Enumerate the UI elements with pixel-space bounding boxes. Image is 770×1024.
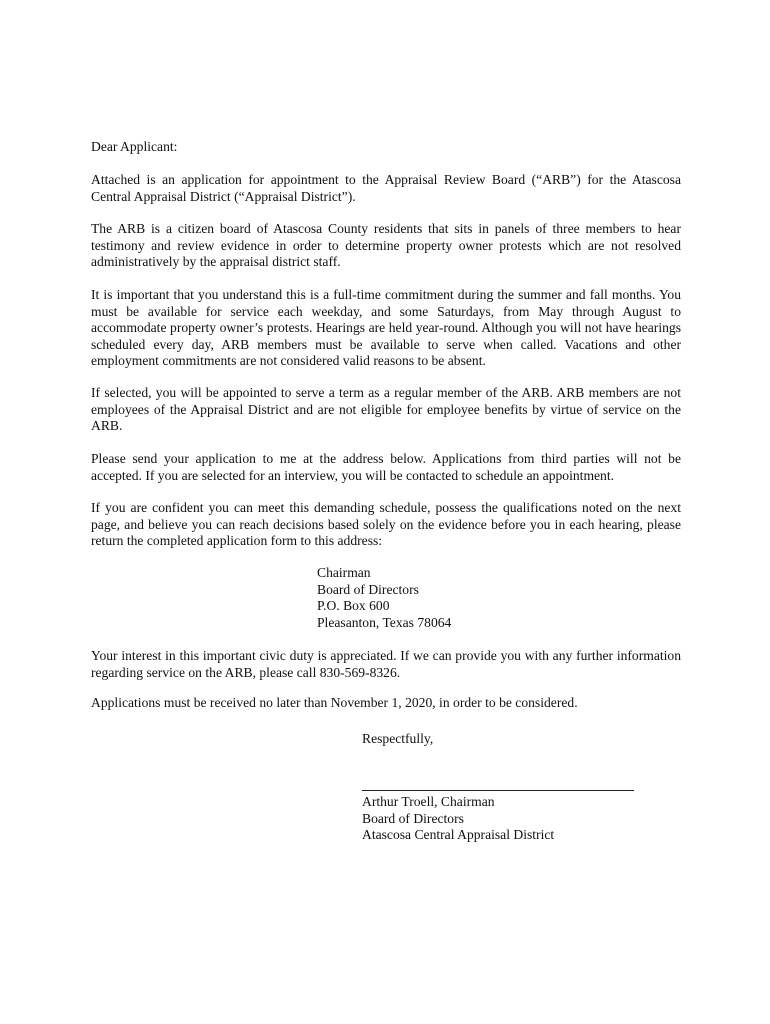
signer-org: Board of Directors <box>362 810 464 826</box>
paragraph-send-application: Please send your application to me at the address below. Applications from third parties will not be accepted. If you are selected for an interview, you will be contacted to schedule an appointment. <box>91 451 681 483</box>
salutation: Dear Applicant: <box>91 139 178 154</box>
paragraph-arb-description: The ARB is a citizen board of Atascosa County residents that sits in panels of three members to hear testimony and review evidence in order to determine property owner protests which are not resolved administratively by the appraisal district staff. <box>91 221 681 270</box>
address-line: Pleasanton, Texas 78064 <box>317 614 452 630</box>
signature-block <box>362 794 662 844</box>
address-line: Board of Directors <box>317 581 419 597</box>
paragraph-appointment-terms: If selected, you will be appointed to serve a term as a regular member of the ARB. ARB members are not employees of the Appraisal District and are not eligible for employee benefits by virtue of service on the ARB. <box>91 385 681 434</box>
paragraph-application-intro: Attached is an application for appointment to the Appraisal Review Board (“ARB”) for the Atascosa Central Appraisal District (“Appraisal District”). <box>91 172 681 204</box>
closing: Respectfully, <box>362 731 434 746</box>
mailing-address <box>317 565 617 631</box>
paragraph-contact-info: Your interest in this important civic duty is appreciated. If we can provide you with any further information regarding service on the ARB, please call 830-569-8326. <box>91 648 681 680</box>
signature-line <box>362 790 634 791</box>
signer-name: Arthur Troell, Chairman <box>362 794 495 809</box>
signer-district: Atascosa Central Appraisal District <box>362 827 555 843</box>
paragraph-time-commitment: It is important that you understand this is a full-time commitment during the summer and fall months. You must be available for service each weekday, and some Saturdays, from May through August to accommodate property owner’s protests. Hearings are held year-round. Although you will not have hearings scheduled every day, ARB members must be available to serve when called. Vacations and other employment commitments are not considered valid reasons to be absent. <box>91 287 681 369</box>
paragraph-deadline: Applications must be received no later than November 1, 2020, in order to be considered. <box>91 695 578 710</box>
paragraph-return-instructions: If you are confident you can meet this demanding schedule, possess the qualifications noted on the next page, and believe you can reach decisions based solely on the evidence before you in each hearing, please return the completed application form to this address: <box>91 500 681 549</box>
address-line: P.O. Box 600 <box>317 598 390 614</box>
address-line: Chairman <box>317 565 371 580</box>
